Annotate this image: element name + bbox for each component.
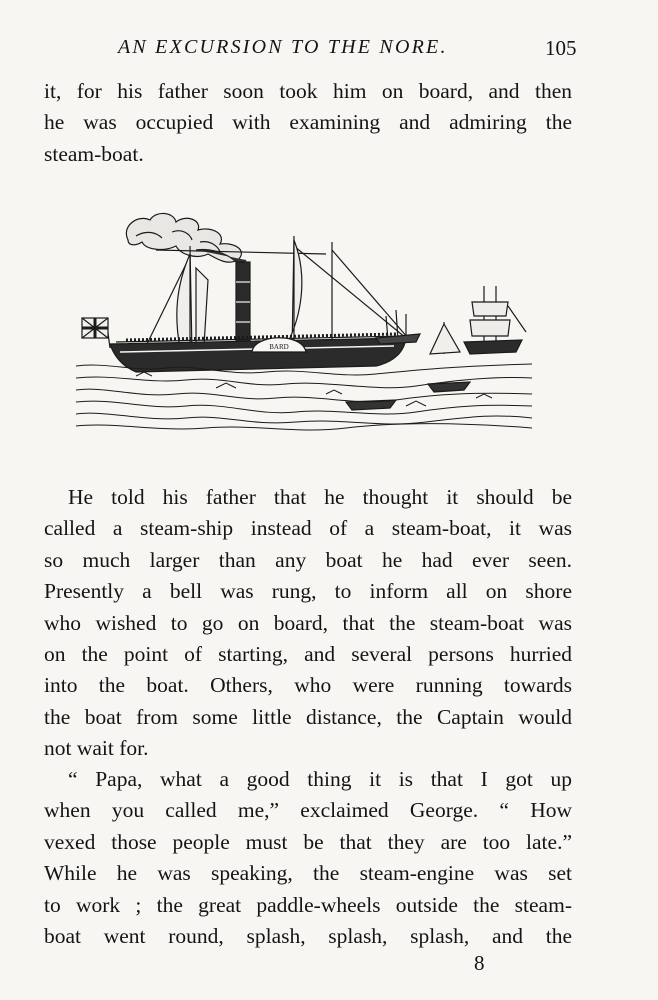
- smoke-cloud: [126, 213, 246, 264]
- text-line: boat went round, splash, splash, splash, and the: [44, 924, 572, 949]
- text-line: so much larger than any boat he had ever seen.: [44, 547, 572, 572]
- text-line: Presently a bell was rung, to inform all on shore: [44, 579, 572, 604]
- signature-mark: 8: [474, 951, 485, 975]
- text-line: who wished to go on board, that the steam-boat was: [44, 610, 572, 635]
- text-line: to work ; the great paddle-wheels outside the steam-: [44, 892, 572, 917]
- paragraph-1: [44, 76, 572, 170]
- text-line: when you called me,” exclaimed George. “ How: [44, 798, 572, 823]
- text-line: While he was speaking, the steam-engine was set: [44, 861, 572, 886]
- hull: [110, 336, 408, 372]
- text-line: not wait for.: [44, 736, 149, 761]
- text-line: it, for his father soon took him on board, and then: [44, 79, 572, 103]
- text-line: into the boat. Others, who were running towards: [44, 673, 572, 698]
- text-line: called a steam-ship instead of a steam-boat, it was: [44, 516, 572, 541]
- text-line: the boat from some little distance, the Captain would: [44, 704, 572, 729]
- text-line: He told his father that he thought it should be: [68, 485, 572, 509]
- page-number: 105: [545, 36, 577, 60]
- text-line: vexed those people must be that they are too late.”: [44, 829, 572, 854]
- paragraph-2: [44, 482, 572, 765]
- running-header: AN EXCURSION TO THE NORE.: [118, 36, 448, 58]
- union-flag: [82, 318, 110, 348]
- paragraph-3: [44, 764, 572, 952]
- text-line: steam-boat.: [44, 141, 144, 166]
- water-waves: [76, 364, 532, 430]
- text-line: on the point of starting, and several persons hurried: [44, 642, 572, 667]
- paddle-box-label: BARD: [269, 343, 289, 351]
- text-line: he was occupied with examining and admiring the: [44, 110, 572, 135]
- text-line: “ Papa, what a good thing it is that I got up: [68, 767, 572, 791]
- steamboat-engraving: [76, 206, 532, 434]
